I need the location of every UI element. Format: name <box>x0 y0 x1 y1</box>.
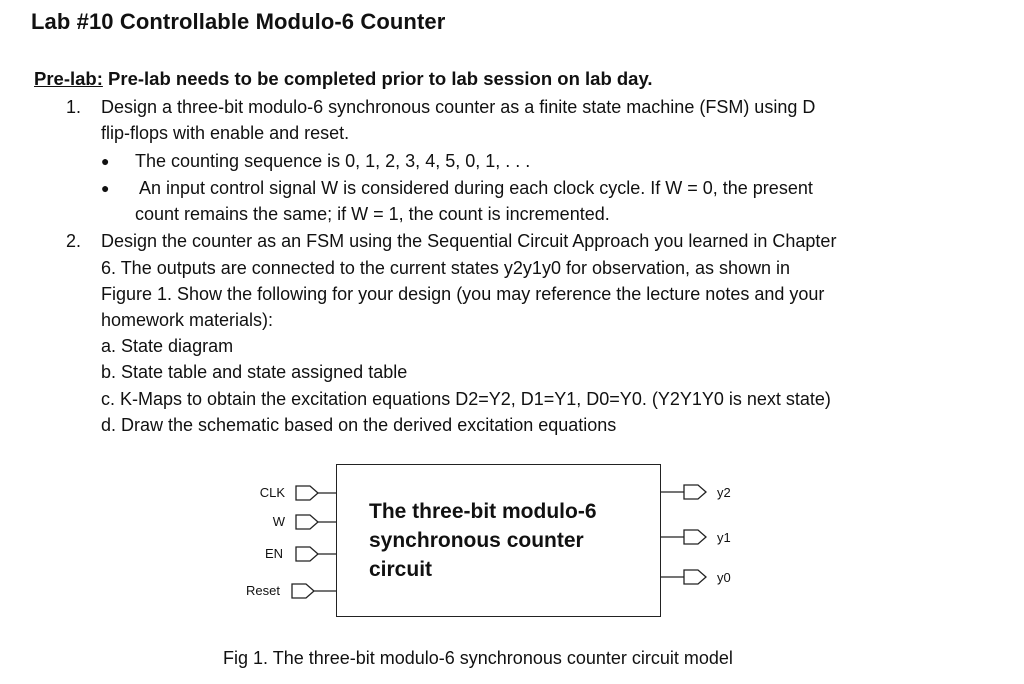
circuit-box-label: The three-bit modulo-6 synchronous counter circuit <box>369 500 597 581</box>
item-2-sub-a: a. State diagram <box>101 336 234 356</box>
output-pin-y0 <box>684 570 706 584</box>
item-1-line-2: flip-flops with enable and reset. <box>101 123 350 143</box>
item-2-line-4: homework materials): <box>101 310 274 330</box>
item-1-bullet-2-line-1: An input control signal W is considered during each clock cycle. If W = 0, the present <box>135 178 813 198</box>
input-label-reset: Reset <box>246 583 280 598</box>
output-label-y2: y2 <box>717 485 731 500</box>
input-label-w: W <box>272 514 285 529</box>
page-title: Lab #10 Controllable Modulo-6 Counter <box>31 9 446 34</box>
bullet-dot-2: ● <box>101 180 110 196</box>
input-label-en: EN <box>264 546 283 561</box>
item-2-line-2: 6. The outputs are connected to the current states y2y1y0 for observation, as shown in <box>101 258 791 278</box>
input-pin-w <box>296 515 318 529</box>
prelab-label: Pre-lab: <box>34 68 103 89</box>
item-2-line-1: Design the counter as an FSM using the Sequential Circuit Approach you learned in Chapter <box>101 231 837 251</box>
input-pin-en <box>296 547 318 561</box>
item-2-sub-b: b. State table and state assigned table <box>101 362 408 382</box>
output-pin-y2 <box>684 485 706 499</box>
item-2-sub-d: d. Draw the schematic based on the derived excitation equations <box>101 415 617 435</box>
bullet-dot-1: ● <box>101 153 110 169</box>
item-1-bullet-1: The counting sequence is 0, 1, 2, 3, 4, 5, 0, 1, . . . <box>135 151 531 171</box>
output-pin-y1 <box>684 530 706 544</box>
output-label-y1: y1 <box>717 530 731 545</box>
item-2-line-3: Figure 1. Show the following for your design (you may reference the lecture notes and your <box>101 284 825 304</box>
item-1-number: 1. <box>66 97 82 117</box>
output-label-y0: y0 <box>717 570 731 585</box>
item-2-sub-c: c. K-Maps to obtain the excitation equations D2=Y2, D1=Y1, D0=Y0. (Y2Y1Y0 is next state) <box>101 389 831 409</box>
item-2-number: 2. <box>66 231 82 251</box>
prelab-text: Pre-lab needs to be completed prior to lab session on lab day. <box>102 68 653 89</box>
item-1-line-1: Design a three-bit modulo-6 synchronous counter as a finite state machine (FSM) using D <box>101 97 816 117</box>
figure-caption: Fig 1. The three-bit modulo-6 synchronous counter circuit model <box>223 648 733 668</box>
input-label-clk: CLK <box>259 485 285 500</box>
input-pin-clk <box>296 486 318 500</box>
input-pin-reset <box>292 584 314 598</box>
item-1-bullet-2-line-2: count remains the same; if W = 1, the count is incremented. <box>135 204 610 224</box>
